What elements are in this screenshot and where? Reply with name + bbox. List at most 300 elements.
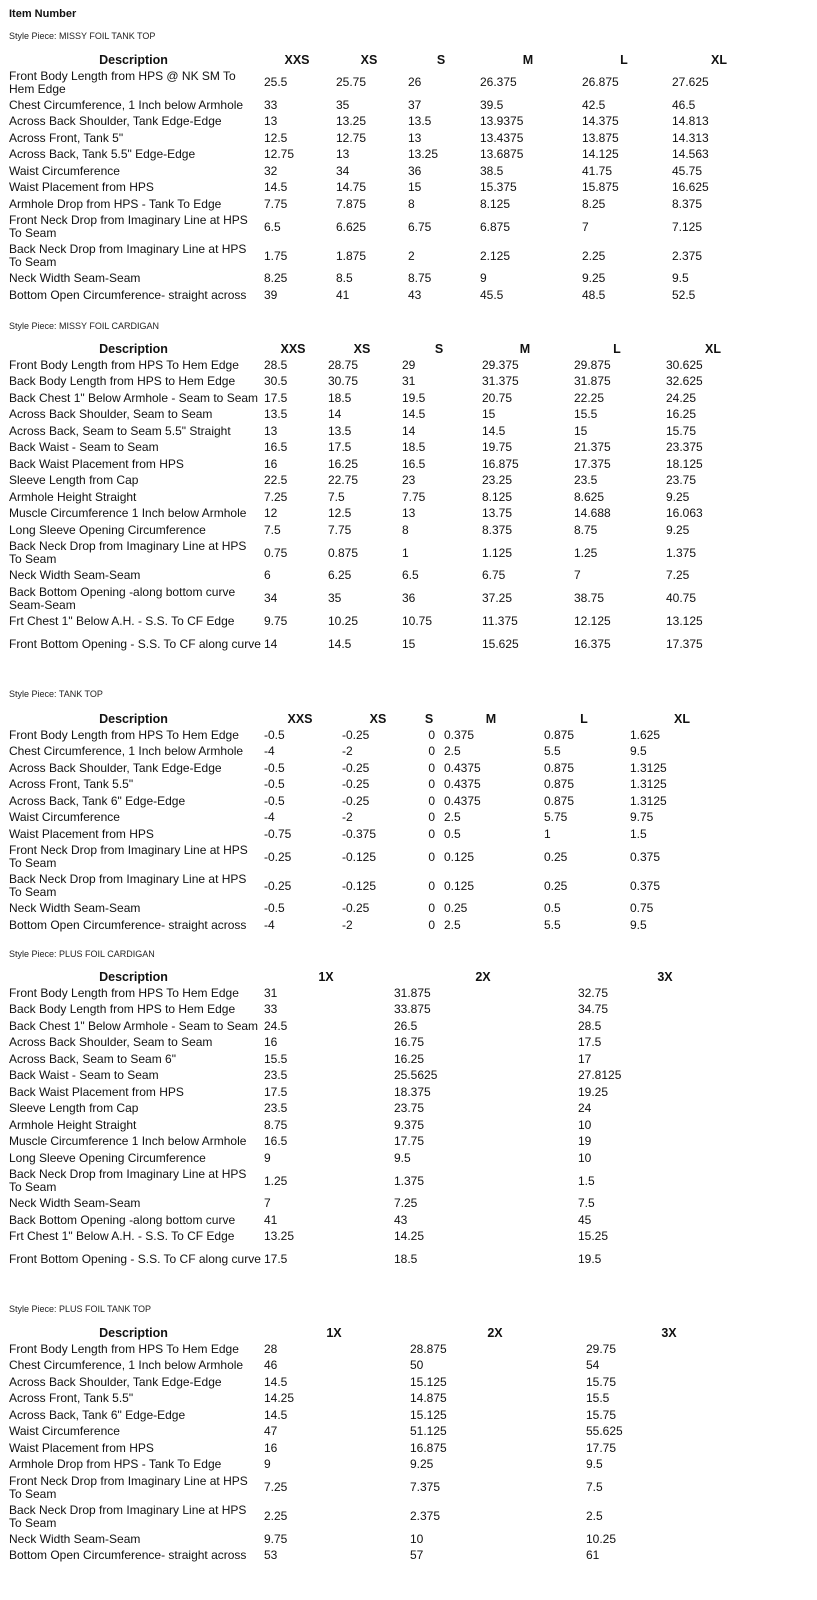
column-header-size: 2X (487, 1325, 503, 1340)
measurement-value: 13.4375 (480, 130, 524, 145)
table-row (6, 180, 769, 197)
measurement-value: 15.75 (666, 423, 697, 438)
column-header-size: 3X (661, 1325, 677, 1340)
measurement-value: 0 (428, 878, 435, 893)
table-row (6, 568, 763, 585)
measurement-description: Back Waist Placement from HPS (9, 456, 184, 471)
measurement-description: Armhole Height Straight (9, 489, 137, 504)
table-row (6, 1374, 755, 1391)
measurement-value: 51.125 (410, 1424, 447, 1439)
spec-table (6, 710, 737, 934)
measurement-value: 0 (428, 917, 435, 932)
measurement-value: 16.25 (666, 407, 697, 422)
measurement-value: 33.875 (394, 1002, 431, 1017)
measurement-value: 1.75 (264, 248, 288, 263)
table-row (6, 1245, 755, 1274)
measurement-description: Armhole Drop from HPS - Tank To Edge (9, 1457, 222, 1472)
table-row (6, 130, 769, 147)
measurement-value: 33 (264, 97, 278, 112)
measurement-description: Back Neck Drop from Imaginary Line at HPS To Seam (9, 872, 247, 899)
measurement-value: 13.9375 (480, 114, 524, 129)
measurement-value: 9 (264, 1457, 271, 1472)
measurement-value: 19.75 (482, 440, 513, 455)
measurement-value: 0 (428, 849, 435, 864)
measurement-value: 2.25 (582, 248, 606, 263)
measurement-value: 0.375 (630, 878, 661, 893)
measurement-value: 37 (408, 97, 422, 112)
measurement-value: 14.875 (410, 1391, 447, 1406)
column-header-size: S (434, 341, 444, 356)
measurement-value: 26.5 (394, 1018, 418, 1033)
measurement-value: 39.5 (480, 97, 504, 112)
measurement-value: 13.6875 (480, 147, 524, 162)
measurement-value: 12 (264, 506, 278, 521)
column-header-size: XL (711, 52, 727, 67)
measurement-value: -0.5 (264, 727, 285, 742)
measurement-value: 12.125 (574, 613, 611, 628)
column-header-description: Description (99, 1325, 168, 1340)
table-header-row (6, 340, 763, 357)
measurement-value: 0 (428, 901, 435, 916)
measurement-value: 1.3125 (630, 777, 667, 792)
measurement-value: 1.375 (394, 1173, 425, 1188)
column-header-size: XS (369, 711, 387, 726)
measurement-value: 9.75 (264, 1531, 288, 1546)
measurement-value: 14.5 (328, 636, 352, 651)
measurement-value: 14.5 (264, 1407, 288, 1422)
measurement-value: 7.25 (394, 1196, 418, 1211)
measurement-value: 0.75 (630, 901, 654, 916)
measurement-description: Sleeve Length from Cap (9, 1101, 139, 1116)
table-row (6, 473, 763, 490)
column-header-size: L (620, 52, 628, 67)
measurement-value: 15.875 (582, 180, 619, 195)
measurement-value: 19.25 (578, 1084, 609, 1099)
measurement-value: 14.313 (672, 130, 709, 145)
measurement-value: 15.125 (410, 1374, 447, 1389)
measurement-value: 7.5 (328, 489, 345, 504)
measurement-value: 0 (428, 727, 435, 742)
measurement-description: Back Waist Placement from HPS (9, 1084, 184, 1099)
measurement-value: 0.875 (544, 760, 575, 775)
measurement-description: Front Body Length from HPS @ NK SM To Hem Edge (9, 68, 236, 96)
measurement-value: 16 (264, 1440, 278, 1455)
measurement-value: 17.5 (264, 1084, 288, 1099)
measurement-value: 14.25 (264, 1391, 295, 1406)
measurement-value: 15.5 (264, 1051, 288, 1066)
measurement-value: 13.875 (582, 130, 619, 145)
measurement-value: 9.25 (582, 271, 606, 286)
measurement-value: 14.5 (264, 1374, 288, 1389)
measurement-value: -0.25 (264, 849, 292, 864)
measurement-description: Back Chest 1" Below Armhole - Seam to Seam (9, 1018, 259, 1033)
table-row (6, 1150, 755, 1167)
measurement-value: 0.125 (444, 878, 475, 893)
measurement-value: 13.25 (336, 114, 367, 129)
measurement-value: 0.75 (264, 545, 288, 560)
measurement-description: Across Back, Tank 6" Edge-Edge (9, 793, 186, 808)
measurement-value: 14.5 (264, 180, 288, 195)
measurement-value: 16.5 (264, 1134, 288, 1149)
measurement-value: -4 (264, 810, 275, 825)
table-row (6, 1531, 755, 1548)
measurement-value: 40.75 (666, 591, 697, 605)
measurement-value: 7.25 (264, 489, 288, 504)
measurement-value: 0.5 (544, 901, 561, 916)
measurement-description: Back Bottom Opening -along bottom curve Seam-Seam (9, 584, 236, 612)
table-row (6, 456, 763, 473)
measurement-value: 8.25 (264, 271, 288, 286)
table-row (6, 1035, 755, 1052)
table-row (6, 196, 769, 213)
measurement-value: 42.5 (582, 97, 606, 112)
measurement-value: 17.75 (586, 1440, 617, 1455)
measurement-value: 1.375 (666, 545, 697, 560)
measurement-value: 30.5 (264, 374, 288, 389)
table-row (6, 390, 763, 407)
measurement-description: Back Neck Drop from Imaginary Line at HPS To Seam (9, 1502, 247, 1530)
measurement-value: 21.375 (574, 440, 611, 455)
measurement-value: 0.25 (544, 849, 568, 864)
measurement-value: 1.125 (482, 545, 513, 560)
measurement-value: 7.75 (328, 522, 352, 537)
measurement-value: 14.813 (672, 114, 709, 129)
measurement-value: 9.5 (394, 1150, 411, 1165)
table-row (6, 1440, 755, 1457)
column-header-size: 3X (657, 969, 673, 984)
measurement-value: 9.5 (672, 271, 689, 286)
column-header-size: XXS (287, 711, 313, 726)
measurement-value: 10 (410, 1531, 424, 1546)
measurement-value: 15.5 (574, 407, 598, 422)
table-row (6, 1002, 755, 1019)
table-row (6, 271, 769, 288)
measurement-value: 13.125 (666, 613, 703, 628)
column-header-size: 1X (318, 969, 334, 984)
measurement-value: 16.5 (402, 456, 426, 471)
measurement-value: 16 (264, 456, 278, 471)
measurement-value: 8.25 (582, 196, 606, 211)
measurement-value: 16.375 (574, 636, 611, 651)
measurement-value: 7.5 (264, 522, 281, 537)
measurement-value: 14.5 (402, 407, 426, 422)
table-header-row (6, 710, 737, 727)
measurement-value: 2.125 (480, 248, 511, 263)
measurement-value: 23.5 (264, 1068, 288, 1083)
measurement-value: 0 (428, 793, 435, 808)
measurement-value: 6.25 (328, 568, 352, 583)
measurement-value: 2 (408, 248, 415, 263)
table-row (6, 1473, 755, 1502)
measurement-value: 0.875 (544, 777, 575, 792)
measurement-value: 26.875 (582, 75, 619, 89)
measurement-value: 29 (402, 357, 416, 372)
table-row (6, 727, 737, 744)
measurement-value: 15.375 (480, 180, 517, 195)
measurement-value: 39 (264, 287, 278, 302)
measurement-value: 13.5 (408, 114, 432, 129)
measurement-description: Front Body Length from HPS To Hem Edge (9, 985, 239, 1000)
table-header-row (6, 51, 769, 68)
measurement-value: 14 (328, 407, 342, 422)
measurement-value: 24.5 (264, 1018, 288, 1033)
measurement-value: 43 (408, 287, 422, 302)
measurement-value: 35 (328, 591, 342, 605)
measurement-value: 14 (402, 423, 416, 438)
measurement-value: 45 (578, 1212, 592, 1227)
measurement-description: Back Body Length from HPS to Hem Edge (9, 374, 236, 389)
measurement-value: 16 (264, 1035, 278, 1050)
measurement-value: 18.5 (402, 440, 426, 455)
measurement-value: 46.5 (672, 97, 696, 112)
measurement-description: Across Back, Tank 5.5" Edge-Edge (9, 147, 196, 162)
measurement-value: 16.5 (264, 440, 288, 455)
measurement-description: Front Neck Drop from Imaginary Line at HPS To Seam (9, 213, 248, 240)
measurement-value: 7.375 (410, 1480, 441, 1494)
measurement-value: 7 (574, 568, 581, 583)
measurement-description: Across Front, Tank 5" (9, 130, 124, 145)
measurement-value: -2 (342, 917, 353, 932)
measurement-value: -4 (264, 917, 275, 932)
measurement-description: Waist Placement from HPS (9, 180, 154, 195)
measurement-value: 13.25 (264, 1229, 295, 1244)
measurement-value: 8.75 (574, 522, 598, 537)
measurement-description: Across Front, Tank 5.5" (9, 1391, 134, 1406)
measurement-description: Chest Circumference, 1 Inch below Armhole (9, 744, 244, 759)
measurement-value: 15 (408, 180, 422, 195)
table-row (6, 901, 737, 918)
measurement-value: -0.25 (342, 727, 370, 742)
measurement-description: Neck Width Seam-Seam (9, 271, 141, 286)
measurement-value: 9.375 (394, 1117, 425, 1132)
measurement-value: 7.5 (578, 1196, 595, 1211)
measurement-value: 45.5 (480, 287, 504, 302)
table-row (6, 826, 737, 843)
measurement-value: 1.25 (574, 545, 598, 560)
measurement-value: 29.75 (586, 1341, 617, 1356)
table-row (6, 489, 763, 506)
measurement-description: Neck Width Seam-Seam (9, 568, 141, 583)
measurement-value: 0.25 (544, 878, 568, 893)
measurement-value: 16.875 (482, 456, 519, 471)
table-row (6, 760, 737, 777)
measurement-description: Neck Width Seam-Seam (9, 1196, 141, 1211)
measurement-value: 10 (578, 1150, 592, 1165)
table-row (6, 1407, 755, 1424)
measurement-value: 16.875 (410, 1440, 447, 1455)
measurement-value: 18.125 (666, 456, 703, 471)
measurement-value: 29.875 (574, 357, 611, 372)
measurement-value: -2 (342, 810, 353, 825)
measurement-value: 0.875 (544, 793, 575, 808)
measurement-value: 0.375 (630, 849, 661, 864)
measurement-description: Armhole Height Straight (9, 1117, 137, 1132)
measurement-value: 15 (482, 407, 496, 422)
measurement-value: 17 (578, 1051, 592, 1066)
measurement-value: 15.125 (410, 1407, 447, 1422)
measurement-value: 17.5 (264, 1252, 288, 1266)
measurement-value: 41 (264, 1212, 278, 1227)
style-piece-label: Style Piece: PLUS FOIL TANK TOP (9, 1304, 152, 1314)
measurement-value: 23.5 (574, 473, 598, 488)
measurement-value: 2.5 (586, 1509, 603, 1523)
measurement-value: 9 (264, 1150, 271, 1165)
measurement-value: 30.75 (328, 374, 359, 389)
measurement-value: 0 (428, 810, 435, 825)
table-row (6, 1358, 755, 1375)
table-row (6, 630, 763, 659)
measurement-description: Neck Width Seam-Seam (9, 1531, 141, 1546)
measurement-value: -0.25 (342, 901, 370, 916)
measurement-value: 23.75 (666, 473, 697, 488)
table-row (6, 584, 763, 613)
measurement-description: Long Sleeve Opening Circumference (9, 522, 206, 537)
measurement-value: 6.625 (336, 219, 367, 234)
column-header-size: XS (353, 341, 371, 356)
measurement-value: 13 (336, 147, 350, 162)
measurement-value: 8.125 (482, 489, 513, 504)
table-row (6, 613, 763, 630)
column-header-size: XXS (284, 52, 310, 67)
measurement-value: 38.5 (480, 163, 504, 178)
measurement-value: 38.75 (574, 591, 605, 605)
measurement-value: 1.625 (630, 727, 661, 742)
measurement-value: 13 (264, 114, 278, 129)
measurement-value: 7 (582, 219, 589, 234)
measurement-value: 9.5 (630, 917, 647, 932)
measurement-value: 10.25 (328, 613, 359, 628)
table-row (6, 1212, 755, 1229)
measurement-description: Frt Chest 1" Below A.H. - S.S. To CF Edge (9, 1229, 235, 1244)
measurement-value: 14.125 (582, 147, 619, 162)
table-row (6, 506, 763, 523)
measurement-value: 6.5 (264, 219, 281, 234)
measurement-value: 54 (586, 1358, 600, 1373)
table-row (6, 872, 737, 901)
measurement-value: 13 (408, 130, 422, 145)
measurement-value: 18.375 (394, 1084, 431, 1099)
measurement-description: Across Back, Seam to Seam 6" (9, 1051, 176, 1066)
measurement-description: Muscle Circumference 1 Inch below Armhole (9, 1134, 247, 1149)
table-row (6, 1502, 755, 1531)
measurement-value: 19.5 (402, 390, 426, 405)
measurement-description: Back Neck Drop from Imaginary Line at HPS To Seam (9, 1167, 247, 1194)
table-row (6, 1117, 755, 1134)
measurement-value: -0.25 (342, 760, 370, 775)
measurement-description: Front Body Length from HPS To Hem Edge (9, 357, 239, 372)
measurement-value: 61 (586, 1548, 600, 1563)
measurement-value: 2.5 (444, 810, 461, 825)
spec-table (6, 968, 755, 1274)
measurement-value: 9.25 (410, 1457, 434, 1472)
measurement-description: Front Neck Drop from Imaginary Line at HPS To Seam (9, 843, 248, 870)
measurement-value: 47 (264, 1424, 278, 1439)
measurement-value: 6 (264, 568, 271, 583)
column-header-size: 1X (326, 1325, 342, 1340)
measurement-value: 12.5 (328, 506, 352, 521)
measurement-description: Front Bottom Opening - S.S. To CF along curve (9, 636, 261, 651)
table-row (6, 917, 737, 934)
measurement-value: 0 (428, 826, 435, 841)
measurement-value: 43 (394, 1212, 408, 1227)
measurement-value: 45.75 (672, 163, 703, 178)
measurement-value: 1.3125 (630, 760, 667, 775)
measurement-value: 22.5 (264, 473, 288, 488)
measurement-description: Front Neck Drop from Imaginary Line at HPS To Seam (9, 1473, 248, 1501)
column-header-size: L (613, 341, 621, 356)
item-number-heading: Item Number (9, 8, 77, 20)
measurement-value: 12.5 (264, 130, 288, 145)
column-header-size: 2X (475, 969, 491, 984)
measurement-value: 31.875 (394, 985, 431, 1000)
table-header-row (6, 1324, 755, 1341)
measurement-value: 0.375 (444, 727, 475, 742)
measurement-value: 7.125 (672, 219, 703, 234)
table-row (6, 522, 763, 539)
table-row (6, 1424, 755, 1441)
measurement-value: 8.125 (480, 196, 511, 211)
measurement-value: 15 (402, 636, 416, 651)
measurement-description: Front Body Length from HPS To Hem Edge (9, 1341, 239, 1356)
measurement-value: -0.25 (264, 878, 292, 893)
measurement-value: 0.125 (444, 849, 475, 864)
table-row (6, 539, 763, 568)
measurement-value: 22.75 (328, 473, 359, 488)
measurement-value: 9.75 (630, 810, 654, 825)
measurement-value: 9.25 (666, 489, 690, 504)
measurement-value: 10.25 (586, 1531, 617, 1546)
measurement-value: 13 (264, 423, 278, 438)
measurement-value: -0.125 (342, 849, 377, 864)
measurement-value: 8 (402, 522, 409, 537)
measurement-value: 16.75 (394, 1035, 425, 1050)
measurement-value: 20.75 (482, 390, 513, 405)
measurement-value: 28.5 (264, 357, 288, 372)
measurement-value: 0 (428, 744, 435, 759)
measurement-value: 25.5 (264, 75, 288, 89)
measurement-value: 24 (578, 1101, 592, 1116)
measurement-value: 53 (264, 1548, 278, 1563)
measurement-value: 17.5 (328, 440, 352, 455)
column-header-size: XS (360, 52, 378, 67)
measurement-description: Across Back Shoulder, Tank Edge-Edge (9, 1374, 222, 1389)
spec-table (6, 51, 769, 304)
measurement-value: -0.5 (264, 777, 285, 792)
measurement-value: 26 (408, 75, 422, 89)
measurement-value: 31.875 (574, 374, 611, 389)
measurement-value: 8.375 (672, 196, 703, 211)
measurement-value: 1.875 (336, 248, 367, 263)
measurement-value: -0.25 (342, 777, 370, 792)
table-row (6, 1051, 755, 1068)
measurement-value: 15 (574, 423, 588, 438)
measurement-value: 34.75 (578, 1002, 609, 1017)
measurement-description: Bottom Open Circumference- straight across (9, 287, 247, 302)
table-row (6, 357, 763, 374)
measurement-value: 9 (480, 271, 487, 286)
measurement-value: 26.375 (480, 75, 517, 89)
measurement-description: Back Waist - Seam to Seam (9, 440, 159, 455)
measurement-value: 2.375 (410, 1509, 441, 1523)
measurement-value: 8 (408, 196, 415, 211)
measurement-value: 41 (336, 287, 350, 302)
table-row (6, 1196, 755, 1213)
table-row (6, 843, 737, 872)
measurement-description: Bottom Open Circumference- straight across (9, 1548, 247, 1563)
measurement-value: 2.375 (672, 248, 703, 263)
table-row (6, 440, 763, 457)
measurement-description: Waist Circumference (9, 810, 120, 825)
